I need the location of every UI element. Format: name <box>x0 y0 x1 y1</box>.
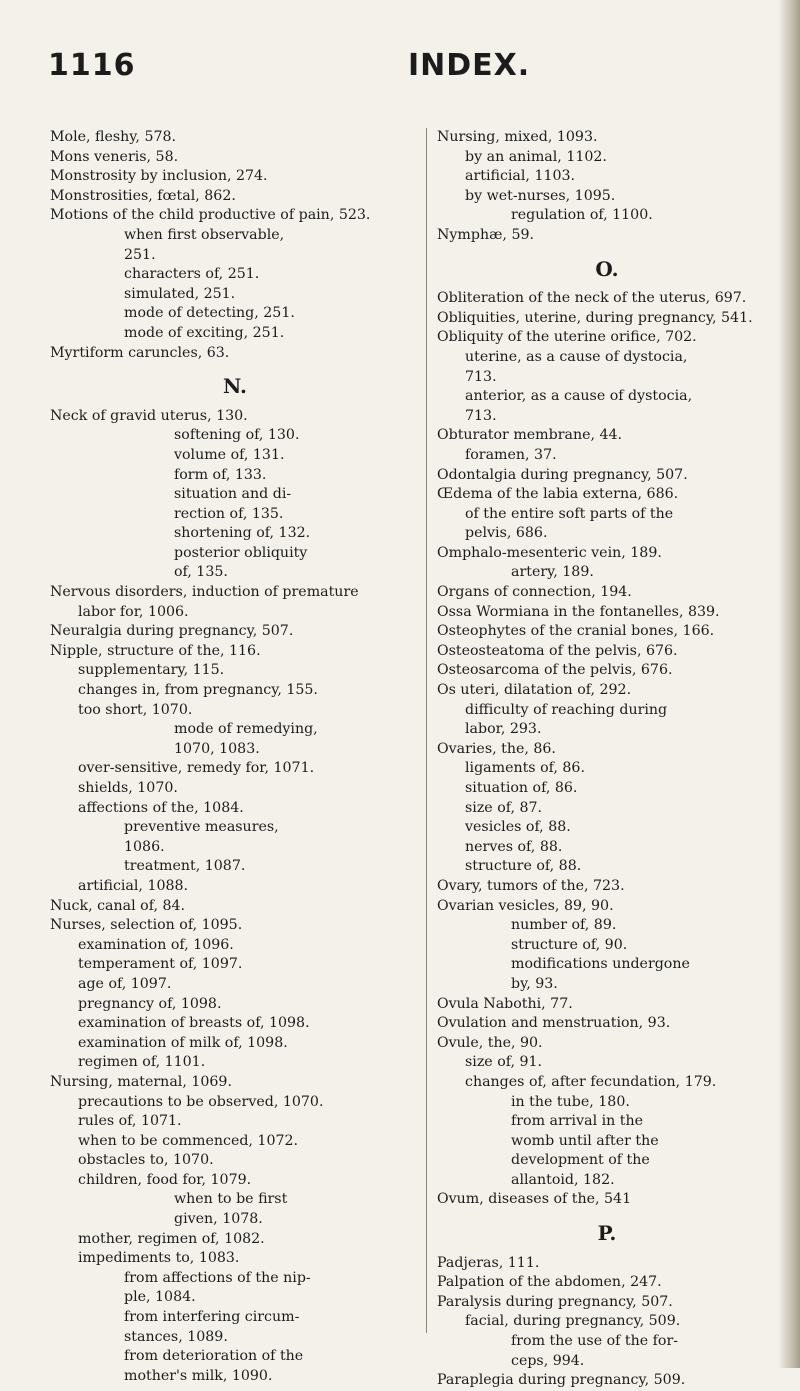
index-subentry: modifications undergone <box>511 956 690 973</box>
index-subentry: ligaments of, 86. <box>465 760 585 777</box>
index-entry: Ovaries, the, 86. <box>437 740 556 757</box>
index-subentry: structure of, 90. <box>511 936 628 953</box>
index-subentry: anterior, as a cause of dystocia, <box>465 388 693 405</box>
index-subentry: shields, 1070. <box>78 780 178 796</box>
section-letter: N. <box>223 374 247 399</box>
index-entry: Ovule, the, 90. <box>437 1034 543 1051</box>
index-entry: Ovarian vesicles, 89, 90. <box>437 897 614 914</box>
index-subentry: 251. <box>124 246 156 263</box>
index-entry: Osteosarcoma of the pelvis, 676. <box>437 662 673 679</box>
index-entry: Ovum, diseases of the, 541 <box>437 1191 632 1208</box>
index-entry: Nursing, maternal, 1069. <box>50 1073 232 1090</box>
index-subentry: difficulty of reaching during <box>465 701 668 718</box>
index-entry: Myrtiform caruncles, 63. <box>50 344 230 361</box>
index-subentry: structure of, 88. <box>465 858 582 875</box>
index-subentry: examination of, 1096. <box>78 936 234 953</box>
index-entry: Neuralgia during pregnancy, 507. <box>50 623 294 640</box>
index-entry: Odontalgia during pregnancy, 507. <box>437 466 688 483</box>
index-subentry: regimen of, 1101. <box>78 1054 206 1071</box>
page-header <box>48 48 758 98</box>
index-subentry: supplementary, 115. <box>78 662 225 679</box>
index-entry: Ossa Wormiana in the fontanelles, 839. <box>437 603 720 620</box>
index-subentry: affections of the, 1084. <box>78 799 244 816</box>
index-subentry: 1070, 1083. <box>174 740 260 757</box>
index-entry: Mole, fleshy, 578. <box>50 129 177 145</box>
index-subentry: rection of, 135. <box>174 505 284 522</box>
index-subentry: foramen, 37. <box>465 446 557 463</box>
index-subentry: from affections of the nip- <box>124 1269 311 1286</box>
index-subentry: size of, 87. <box>465 799 543 816</box>
index-entry: Osteophytes of the cranial bones, 166. <box>437 623 715 640</box>
index-subentry: artificial, 1088. <box>78 877 189 894</box>
index-entry: Organs of connection, 194. <box>437 584 632 601</box>
index-subentry: situation of, 86. <box>465 780 578 796</box>
index-subentry: precautions to be observed, 1070. <box>78 1093 324 1110</box>
index-subentry: examination of breasts of, 1098. <box>78 1015 310 1032</box>
running-head-title: INDEX. <box>408 48 531 83</box>
index-subentry: nerves of, 88. <box>465 838 563 855</box>
index-entry: Motions of the child productive of pain, 523. <box>50 207 371 224</box>
index-entry: Nuck, canal of, 84. <box>50 897 186 914</box>
index-subentry: over-sensitive, remedy for, 1071. <box>78 760 315 777</box>
page-number: 1116 <box>48 48 136 83</box>
index-subentry: of, 135. <box>174 564 228 581</box>
index-entry: Nervous disorders, induction of premature <box>50 584 359 601</box>
index-subentry: ple, 1084. <box>124 1289 196 1306</box>
index-subentry: allantoid, 182. <box>511 1171 615 1188</box>
index-subentry: facial, during pregnancy, 509. <box>465 1313 681 1330</box>
section-letter: O. <box>595 256 619 281</box>
index-entry: Nurses, selection of, 1095. <box>50 917 243 934</box>
index-subentry: given, 1078. <box>174 1211 263 1228</box>
index-entry: Omphalo-mesenteric vein, 189. <box>437 544 662 561</box>
index-entry: Paralysis during pregnancy, 507. <box>437 1293 673 1310</box>
index-subentry: mode of remedying, <box>174 721 318 738</box>
index-entry: Œdema of the labia externa, 686. <box>437 486 679 503</box>
index-subentry: shortening of, 132. <box>174 525 311 542</box>
index-subentry: 713. <box>465 407 497 424</box>
index-column-left <box>50 128 420 1386</box>
index-subentry: characters of, 251. <box>124 266 260 283</box>
index-subentry: artery, 189. <box>511 564 594 581</box>
index-subentry: from interfering circum- <box>124 1309 300 1326</box>
index-entry: Obliquities, uterine, during pregnancy, 541. <box>437 309 753 326</box>
index-entry: Paraplegia during pregnancy, 509. <box>437 1372 686 1389</box>
index-subentry: treatment, 1087. <box>124 858 246 875</box>
index-subentry: by, 93. <box>511 975 558 992</box>
index-subentry: in the tube, 180. <box>511 1093 630 1110</box>
index-subentry: preventive measures, <box>124 819 279 836</box>
index-entry: Os uteri, dilatation of, 292. <box>437 682 632 699</box>
index-entry: Monstrosities, fœtal, 862. <box>50 187 236 204</box>
index-subentry: children, food for, 1079. <box>78 1171 252 1188</box>
index-subentry: pregnancy of, 1098. <box>78 995 222 1012</box>
index-subentry: artificial, 1103. <box>465 168 576 185</box>
index-subentry: 1086. <box>124 838 165 855</box>
index-subentry: vesicles of, 88. <box>465 819 571 836</box>
index-subentry: ceps, 994. <box>511 1352 585 1369</box>
index-subentry: development of the <box>511 1152 650 1169</box>
index-subentry: examination of milk of, 1098. <box>78 1034 288 1051</box>
index-entry: Neck of gravid uterus, 130. <box>50 407 248 424</box>
index-entry: Mons veneris, 58. <box>50 148 179 165</box>
index-entry: Nipple, structure of the, 116. <box>50 642 261 659</box>
index-entry: Osteosteatoma of the pelvis, 676. <box>437 642 678 659</box>
index-subentry: mother's milk, 1090. <box>124 1367 273 1384</box>
index-subentry: womb until after the <box>511 1132 659 1149</box>
index-subentry: by wet-nurses, 1095. <box>465 187 616 204</box>
index-subentry: changes of, after fecundation, 179. <box>465 1073 717 1090</box>
index-subentry: obstacles to, 1070. <box>78 1152 214 1169</box>
index-subentry: stances, 1089. <box>124 1328 228 1345</box>
index-entry: Nursing, mixed, 1093. <box>437 129 598 145</box>
index-subentry: simulated, 251. <box>124 285 236 302</box>
index-entry: Obturator membrane, 44. <box>437 427 623 444</box>
index-subentry: changes in, from pregnancy, 155. <box>78 682 318 699</box>
index-subentry: mother, regimen of, 1082. <box>78 1230 265 1247</box>
index-entry: Monstrosity by inclusion, 274. <box>50 168 268 185</box>
index-entry: Obliteration of the neck of the uterus, 697. <box>437 290 747 307</box>
index-subentry: situation and di- <box>174 486 292 503</box>
index-subentry: labor for, 1006. <box>78 603 189 620</box>
index-subentry: from the use of the for- <box>511 1333 679 1350</box>
index-subentry: pelvis, 686. <box>465 525 548 542</box>
index-subentry: number of, 89. <box>511 917 617 934</box>
index-subentry: age of, 1097. <box>78 975 172 992</box>
index-subentry: of the entire soft parts of the <box>465 505 674 522</box>
index-entry: Nymphæ, 59. <box>437 226 535 243</box>
index-entry: Ovulation and menstruation, 93. <box>437 1015 671 1032</box>
index-subentry: by an animal, 1102. <box>465 148 607 165</box>
index-subentry: mode of exciting, 251. <box>124 324 285 341</box>
index-subentry: when to be commenced, 1072. <box>78 1132 299 1149</box>
index-entry: Obliquity of the uterine orifice, 702. <box>437 329 697 346</box>
index-subentry: impediments to, 1083. <box>78 1250 240 1267</box>
index-entry: Ovula Nabothi, 77. <box>437 995 573 1012</box>
index-subentry: when to be first <box>174 1191 288 1208</box>
index-entry: Palpation of the abdomen, 247. <box>437 1274 662 1291</box>
index-column-right <box>437 128 777 1391</box>
index-entry: Padjeras, 111. <box>437 1254 540 1271</box>
index-subentry: from deterioration of the <box>124 1348 304 1365</box>
index-subentry: form of, 133. <box>174 466 267 483</box>
index-subentry: uterine, as a cause of dystocia, <box>465 348 688 365</box>
page-edge-shadow <box>778 0 800 1368</box>
index-subentry: posterior obliquity <box>174 544 308 561</box>
index-subentry: 713. <box>465 368 497 385</box>
index-subentry: temperament of, 1097. <box>78 956 243 973</box>
index-subentry: too short, 1070. <box>78 701 193 718</box>
index-subentry: volume of, 131. <box>174 446 285 463</box>
index-entry: Ovary, tumors of the, 723. <box>437 877 625 894</box>
index-subentry: from arrival in the <box>511 1113 644 1130</box>
index-subentry: softening of, 130. <box>174 427 300 444</box>
index-subentry: size of, 91. <box>465 1054 543 1071</box>
index-subentry: when first observable, <box>124 226 285 243</box>
column-divider <box>426 128 427 1333</box>
index-subentry: labor, 293. <box>465 721 542 738</box>
section-letter: P. <box>597 1221 617 1246</box>
index-subentry: mode of detecting, 251. <box>124 305 295 322</box>
index-subentry: regulation of, 1100. <box>511 207 653 224</box>
index-subentry: rules of, 1071. <box>78 1113 182 1130</box>
